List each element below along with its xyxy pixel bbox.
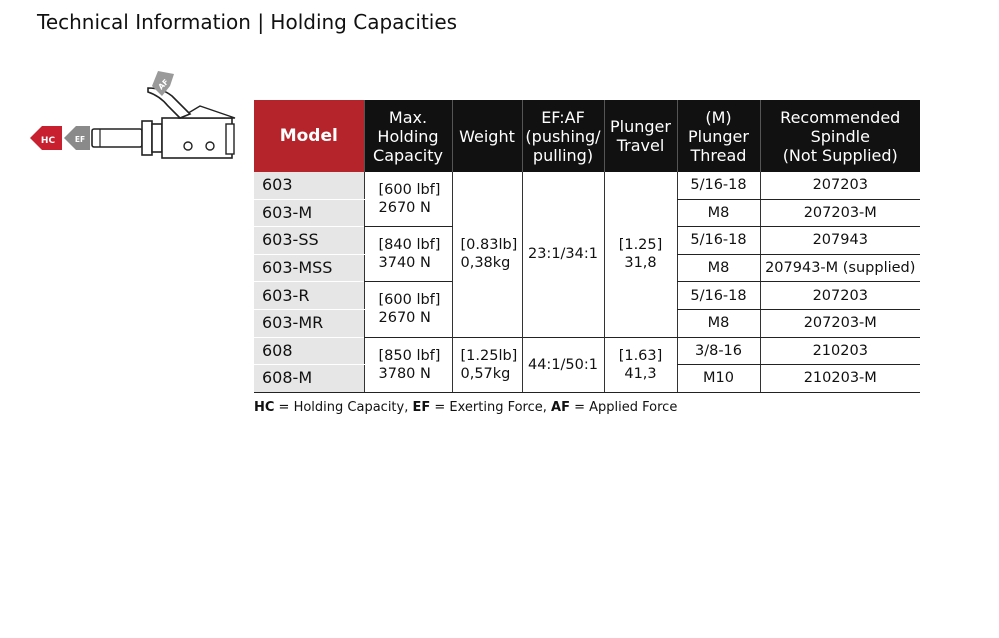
- model-cell: 603-R: [254, 282, 364, 310]
- thread-cell: M8: [677, 254, 760, 282]
- ratio-cell: 44:1/50:1: [522, 337, 604, 392]
- spindle-cell: 207203-M: [760, 309, 920, 337]
- model-cell: 603-MR: [254, 309, 364, 337]
- holding-capacities-table: [254, 100, 920, 393]
- capacity-cell: [600 lbf] 2670 N: [364, 172, 452, 227]
- col-thread-header: (M) Plunger Thread: [677, 100, 760, 172]
- table-row: [254, 337, 920, 365]
- spindle-cell: 207943: [760, 227, 920, 255]
- spindle-cell: 210203: [760, 337, 920, 365]
- thread-cell: 5/16-18: [677, 172, 760, 199]
- page-title: Technical Information | Holding Capacities: [37, 10, 458, 34]
- push-pull-clamp-illustration: [30, 66, 245, 176]
- thread-cell: 5/16-18: [677, 227, 760, 255]
- spindle-cell: 207203-M: [760, 199, 920, 227]
- col-weight-header: Weight: [452, 100, 522, 172]
- af-label: AF: [156, 77, 171, 92]
- col-model-header: Model: [254, 100, 364, 172]
- model-cell: 603-M: [254, 199, 364, 227]
- weight-cell: [1.25lb] 0,57kg: [452, 337, 522, 392]
- ratio-cell: 23:1/34:1: [522, 172, 604, 337]
- capacity-cell: [600 lbf] 2670 N: [364, 282, 452, 337]
- spindle-cell: 207943-M (supplied): [760, 254, 920, 282]
- model-cell: 603-SS: [254, 227, 364, 255]
- thread-cell: 3/8-16: [677, 337, 760, 365]
- thread-cell: M10: [677, 365, 760, 393]
- hc-label: HC: [40, 136, 56, 146]
- thread-cell: M8: [677, 199, 760, 227]
- legend-footnote: HC = Holding Capacity, EF = Exerting Force, AF = Applied Force: [254, 400, 678, 415]
- capacity-cell: [850 lbf] 3780 N: [364, 337, 452, 392]
- model-cell: 608: [254, 337, 364, 365]
- spindle-cell: 207203: [760, 282, 920, 310]
- table-row: [254, 172, 920, 199]
- ef-label: EF: [74, 135, 86, 144]
- col-travel-header: Plunger Travel: [604, 100, 677, 172]
- thread-cell: M8: [677, 309, 760, 337]
- model-cell: 608-M: [254, 365, 364, 393]
- hc-arrow-icon: [30, 126, 62, 150]
- spindle-cell: 207203: [760, 172, 920, 199]
- col-ratio-header: EF:AF (pushing/ pulling): [522, 100, 604, 172]
- ef-arrow-icon: [64, 126, 90, 150]
- col-spindle-header: Recommended Spindle (Not Supplied): [760, 100, 920, 172]
- model-cell: 603-MSS: [254, 254, 364, 282]
- travel-cell: [1.63] 41,3: [604, 337, 677, 392]
- col-capacity-header: Max. Holding Capacity: [364, 100, 452, 172]
- spindle-cell: 210203-M: [760, 365, 920, 393]
- model-cell: 603: [254, 172, 364, 199]
- thread-cell: 5/16-18: [677, 282, 760, 310]
- capacity-cell: [840 lbf] 3740 N: [364, 227, 452, 282]
- travel-cell: [1.25] 31,8: [604, 172, 677, 337]
- table-header-row: [254, 100, 920, 172]
- weight-cell: [0.83lb] 0,38kg: [452, 172, 522, 337]
